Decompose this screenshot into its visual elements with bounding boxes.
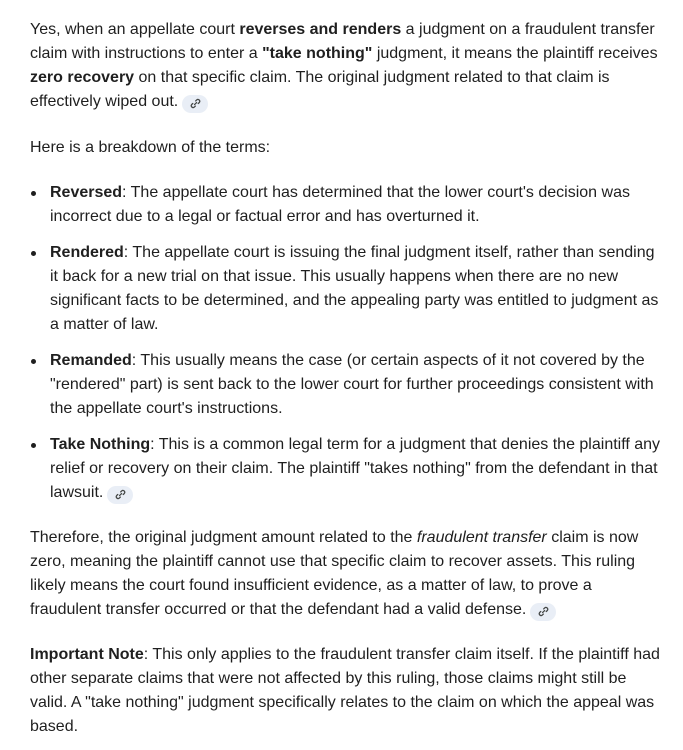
definition-remanded: : This usually means the case (or certain aspects of it not covered by the "rendered" part) is sent back to the lower court for further proceedings consistent with the appellate court's instructions. bbox=[50, 352, 654, 417]
definition-rendered: : The appellate court is issuing the final judgment itself, rather than sending it back for a new trial on that issue. This usually happens when there are no new significant facts to be determined, and the appealing party was entitled to judgment as a matter of law. bbox=[50, 244, 659, 333]
intro-text-3: judgment, it means the plaintiff receives bbox=[372, 45, 658, 62]
citation-chip-intro[interactable] bbox=[182, 95, 208, 113]
term-rendered: Rendered bbox=[50, 244, 124, 261]
list-item-reversed bbox=[50, 181, 663, 229]
therefore-italic-fraudulent-transfer: fraudulent transfer bbox=[416, 529, 547, 546]
terms-list bbox=[30, 181, 663, 505]
link-icon bbox=[115, 489, 126, 500]
citation-chip-take-nothing[interactable] bbox=[107, 486, 133, 504]
term-remanded: Remanded bbox=[50, 352, 132, 369]
intro-text-4: on that specific claim. The original judgment related to that claim is effectively wiped out. bbox=[30, 69, 610, 110]
intro-bold-reverses-renders: reverses and renders bbox=[239, 21, 402, 38]
list-item-take-nothing bbox=[50, 433, 663, 505]
list-item-rendered bbox=[50, 241, 663, 337]
definition-reversed: : The appellate court has determined that the lower court's decision was incorrect due to a legal or factual error and has overturned it. bbox=[50, 184, 630, 225]
therefore-text-1: Therefore, the original judgment amount related to the bbox=[30, 529, 417, 546]
intro-paragraph bbox=[30, 18, 663, 114]
intro-text-1: Yes, when an appellate court bbox=[30, 21, 240, 38]
citation-chip-therefore[interactable] bbox=[530, 603, 556, 621]
term-reversed: Reversed bbox=[50, 184, 123, 201]
definition-take-nothing: : This is a common legal term for a judgment that denies the plaintiff any relief or recovery on their claim. The plaintiff "takes nothing" from the defendant in that lawsuit. bbox=[50, 436, 661, 501]
intro-text-2: a judgment on a fraudulent transfer claim with instructions to enter a bbox=[30, 21, 655, 62]
intro-bold-zero-recovery: zero recovery bbox=[30, 69, 135, 86]
list-item-remanded bbox=[50, 349, 663, 421]
link-icon bbox=[190, 98, 201, 109]
important-note-paragraph bbox=[30, 643, 663, 739]
therefore-paragraph bbox=[30, 526, 663, 622]
important-note-label: Important Note bbox=[30, 646, 144, 663]
therefore-text-2: claim is now zero, meaning the plaintiff cannot use that specific claim to recover assets. This ruling likely means the court found insufficient evidence, as a matter of law, to prove a fraudulent transfer occurred or that the defendant had a valid defense. bbox=[30, 529, 639, 618]
important-note-text: : This only applies to the fraudulent transfer claim itself. If the plaintiff had other separate claims that were not affected by this ruling, those claims might still be valid. A "take nothing" judgment specifically relates to the claim on which the appeal was based. bbox=[30, 646, 660, 735]
term-take-nothing: Take Nothing bbox=[50, 436, 151, 453]
link-icon bbox=[538, 606, 549, 617]
intro-bold-take-nothing: "take nothing" bbox=[262, 45, 373, 62]
breakdown-intro: Here is a breakdown of the terms: bbox=[30, 139, 271, 156]
